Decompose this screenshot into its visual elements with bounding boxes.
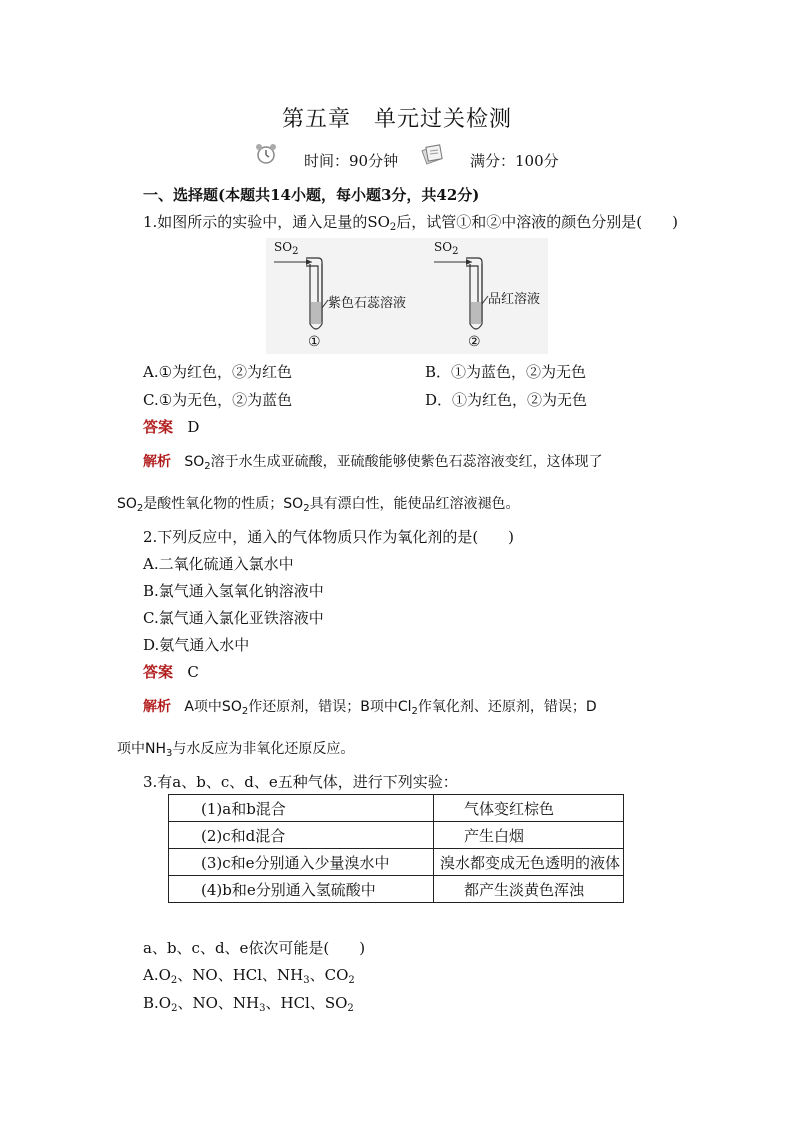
- q1-option-d: D．①为红色，②为无色: [425, 391, 588, 409]
- q1-analysis-line2: $SO_2$是酸性氧化物的性质；$SO_2$具有漂白性，能使品红溶液褪色。: [117, 496, 520, 514]
- q1-stem: 1.如图所示的实验中，通入足量的$SO_2$后，试管①和②中溶液的颜色分别是( ): [143, 213, 678, 233]
- experiment-table: [168, 794, 624, 903]
- tube1-label: 紫色石蕊溶液: [328, 296, 407, 311]
- q2-analysis-line2: 项中$NH_3$与水反应为非氧化还原反应。: [117, 741, 355, 759]
- q2-option-c: C.氯气通入氯化亚铁溶液中: [143, 609, 324, 627]
- q1-option-b: B．①为蓝色，②为无色: [425, 363, 587, 381]
- time-limit: 时间：90分钟: [304, 152, 399, 170]
- table-cell: (2)c和d混合: [169, 822, 434, 849]
- table-cell: (4)b和e分别通入氢硫酸中: [169, 876, 434, 903]
- q1-option-a: A.①为红色，②为红色: [143, 363, 293, 381]
- alarm-clock-icon: [254, 142, 278, 166]
- gas-label-1: $SO_2$: [274, 240, 299, 257]
- q1-option-c: C.①为无色，②为蓝色: [143, 391, 293, 409]
- q2-option-b: B.氯气通入氢氧化钠溶液中: [143, 582, 324, 600]
- q1-analysis-line1: 解析 $SO_2$溶于水生成亚硫酸，亚硫酸能够使紫色石蕊溶液变红，这体现了: [143, 454, 603, 472]
- q3-option-a: $A.O_2$、NO、HCl、$NH_3$、$CO_2$: [143, 966, 355, 986]
- gas-label-2: $SO_2$: [434, 240, 459, 257]
- table-cell: (3)c和e分别通入少量溴水中: [169, 849, 434, 876]
- q3-stem: 3.有a、b、c、d、e五种气体，进行下列实验：: [143, 773, 458, 791]
- table-row: [169, 822, 624, 849]
- q2-stem: 2.下列反应中，通入的气体物质只作为氧化剂的是( ): [143, 528, 515, 546]
- tube2-label: 品红溶液: [488, 292, 541, 307]
- experiment-figure: [266, 238, 548, 354]
- q3-ask: a、b、c、d、e依次可能是( ): [143, 939, 366, 957]
- q1-answer: 答案 D: [143, 418, 200, 436]
- page-title: 第五章 单元过关检测: [281, 107, 512, 132]
- tube1-number: ①: [308, 334, 321, 350]
- table-row: [169, 876, 624, 903]
- q2-option-a: A.二氧化硫通入氯水中: [143, 555, 294, 573]
- table-row: [169, 849, 624, 876]
- table-cell: 溴水都变成无色透明的液体: [434, 849, 624, 876]
- tube2-number: ②: [468, 334, 481, 350]
- q2-analysis-line1: 解析 A项中$SO_2$作还原剂，错误；B项中$Cl_2$作氧化剂、还原剂，错误；D: [143, 699, 597, 717]
- table-row: [169, 795, 624, 822]
- q2-answer: 答案 C: [143, 663, 199, 681]
- q3-option-b: $B.O_2$、NO、$NH_3$、HCl、$SO_2$: [143, 994, 354, 1014]
- table-cell: (1)a和b混合: [169, 795, 434, 822]
- q2-option-d: D.氨气通入水中: [143, 636, 250, 654]
- paper-stack-icon: [420, 142, 444, 166]
- section-heading: 一、选择题(本题共14小题，每小题3分，共42分): [143, 186, 480, 204]
- table-cell: 气体变红棕色: [434, 795, 624, 822]
- table-cell: 都产生淡黄色浑浊: [434, 876, 624, 903]
- table-cell: 产生白烟: [434, 822, 624, 849]
- full-score: 满分：100分: [470, 152, 559, 170]
